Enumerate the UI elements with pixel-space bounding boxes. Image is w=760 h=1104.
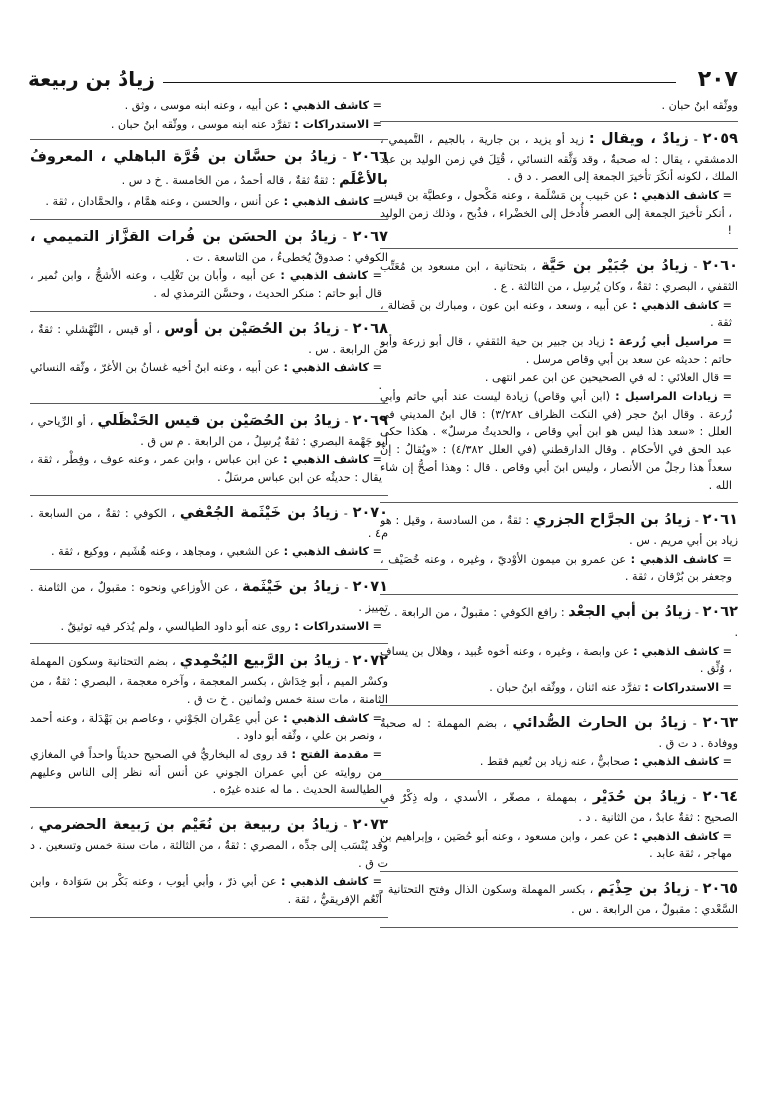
dash: -: [338, 506, 353, 520]
note-line: [30, 193, 388, 211]
dash: -: [336, 230, 353, 244]
note-label: كاشف الذهبي :: [283, 545, 370, 559]
entry-head: [380, 128, 738, 186]
note-line: [30, 97, 388, 115]
note-line: [30, 543, 388, 561]
note-line: [380, 297, 738, 332]
note-label: زيادات المراسيل :: [615, 390, 718, 404]
entry-text: : ثقةٌ ثقةٌ ، قاله أحمدُ ، من الخامسة . خ د س .: [121, 174, 336, 188]
dash: -: [340, 414, 353, 428]
right-column: [380, 97, 738, 1084]
entry-number: ٢٠٧١: [352, 579, 388, 596]
entry-text: ، بضم التحتانية وسكون المهملة وكسْر الميم ، أبو خِدَاش ، بكسر المعجمة ، وآخره معجمة ، البصري : ثقةٌ ، من الثامنة ، مات سنة خمس وثمانين . خ ت ق .: [30, 655, 388, 706]
entry-name: زيادُ بن خَيْثَمة الجُعْفي: [179, 504, 339, 521]
entry-name: زيادٌ ، ويقال :: [588, 130, 689, 147]
note-text: عن عمر ، وابن مسعود ، وعنه أبو حُصَين ، وإبراهيم بن مهاجر ، ثقة عابد .: [380, 829, 732, 861]
biography-entry: [380, 712, 738, 771]
note-line: [30, 116, 388, 134]
entry-divider: [30, 139, 388, 140]
entry-name: زيادُ بن الحسَن بن فُرات القزَّاز التميمي ،: [30, 228, 337, 245]
dash: -: [689, 883, 703, 897]
entry-name: زيادُ بن الحُصَيْن بن قيس الحَنْظَلي: [97, 412, 341, 429]
note-label: الاستدراكات :: [294, 117, 370, 131]
entry-head: [30, 814, 388, 872]
dash: -: [688, 132, 703, 146]
note-text: عن ابن عباس ، وابن عمر ، وعنه عوف ، وفِطْر ، ثقة ، يقال : حديثُه عن ابن عباس مرسَلٌ .: [30, 453, 382, 485]
note-text: عن عمرو بن ميمون الأوْديّ ، وغيره ، وعنه خُصَيْف ، وجعفر بن بُرْقان ، ثقة .: [380, 552, 732, 584]
biography-entry: [30, 226, 388, 303]
dash: -: [686, 716, 703, 730]
entry-head: [380, 601, 738, 642]
entry-number: ٢٠٦٥: [702, 881, 738, 898]
note-line: [380, 753, 738, 771]
note-text: عن أبي عِمْران الجَوْني ، وعاصم بن بَهْدَلة ، وعنه أحمد ، ونصر بن علي ، وثّقه أبو داود .: [30, 711, 382, 743]
entry-divider: [30, 219, 388, 220]
note-label: كاشف الذهبي :: [633, 755, 720, 769]
entry-name: زيادُ بن الجرَّاح الجزري: [532, 512, 691, 529]
note-bullet: =: [369, 619, 382, 633]
note-bullet: =: [719, 681, 732, 695]
biography-entry: [30, 318, 388, 395]
biography-entry: [30, 502, 388, 561]
dash: -: [690, 514, 703, 528]
note-text: عن الشعبي ، ومجاهد ، وعنه هُشَيم ، ووكيع ، ثقة .: [50, 545, 281, 559]
entry-divider: [30, 917, 388, 918]
note-bullet: =: [718, 552, 732, 566]
note-line: [380, 551, 738, 586]
entry-number: ٢٠٦١: [702, 512, 738, 529]
entry-divider: [30, 311, 388, 312]
note-label: كاشف الذهبي :: [632, 298, 719, 312]
biography-entry: [30, 576, 388, 635]
entry-number: ٢٠٥٩: [702, 130, 738, 147]
note-text: عن أبيه ، وعنه ابنُ أخيه غسانُ بن الأغرّ ، وثّقه النسائي .: [30, 361, 382, 393]
note-label: كاشف الذهبي :: [280, 269, 368, 283]
entry-text: : رافع الكوفي : مقبولٌ ، من الرابعة . ت .: [380, 606, 738, 640]
dash: -: [691, 606, 703, 620]
entry-head: [380, 712, 738, 753]
entry-name: زيادُ بن جُبَيْر بن حَيَّة: [541, 258, 689, 275]
note-label: مراسيل أبي زُرعة :: [609, 335, 719, 348]
note-text: عن حَبيب بن مَسْلَمة ، وعنه مَكْحول ، وعطيَّة بن قيس ، أنكر تأخيرَ الجمعة إلى العصر فأُدخل إلى الخضْراء ، فذُبح ، وذلك زمن الوليد !: [380, 188, 732, 238]
entry-number: ٢٠٦٧: [352, 228, 388, 245]
note-bullet: =: [368, 711, 383, 725]
entry-divider: [380, 502, 738, 503]
note-bullet: =: [369, 361, 383, 375]
entry-number: ٢٠٧٠: [352, 504, 388, 521]
dash: -: [336, 151, 353, 165]
entry-text: ، أو قيس ، النَّهْشلي : ثقةٌ ، من الرابعة . س .: [30, 322, 388, 356]
entry-number: ٢٠٦٩: [352, 412, 388, 429]
entry-head: [30, 410, 388, 451]
entry-number: ٢٠٦٠: [702, 258, 738, 275]
entry-head: [30, 146, 388, 192]
note-text: قد روى له البخاريُّ في الصحيح حديثاً واحداً في المغازي من روايته عن أبي عمران الجوني عن أنس أنه نظر إلى الناس وعليهم الطيالسة الحديث . ما له عنده غيرُه .: [30, 748, 382, 797]
continuation-text: ووثّقه ابنُ حبان .: [661, 99, 738, 112]
note-bullet: =: [718, 298, 733, 312]
entry-text: : ثقةٌ ، من السادسة ، وقيل : هو زياد بن أبي مريم . س .: [380, 514, 738, 548]
note-bullet: =: [717, 390, 732, 404]
note-text: عن أبيه ، وعنه ابنه موسى ، وثق .: [124, 99, 281, 112]
biography-entry: [380, 128, 738, 240]
entry-text: زيد أو يزيد ، بن جارية ، بالجيم ، التَّميمي ، الدمشقي ، يقال : له صحبةٌ ، وقد وَثَّقه النسائي ، قُتِلَ في زمن الوليد بن عبد الملك ، لكونه أنكَرَ تأخيرَ الجمعة إلى العصر . د ق .: [380, 132, 738, 184]
biography-entry: [380, 786, 738, 863]
note-text: عن أبيه ، وأبان بن تَغْلِب ، وعنه الأشجُّ ، وابن نُمير ، قال أبو حاتم : منكر الحديث ، وحسَّن الترمذي له .: [30, 269, 382, 301]
entry-text: ، بضم المهملة : له صحبةٌ ووفادة . د ت ق .: [380, 716, 738, 750]
note-bullet: =: [368, 453, 382, 467]
entry-number: ٢٠٧٣: [352, 817, 388, 834]
note-bullet: =: [718, 829, 732, 843]
biography-entry: [380, 601, 738, 697]
note-bullet: =: [368, 748, 383, 761]
dash: -: [686, 791, 703, 805]
dash: -: [340, 655, 353, 669]
entry-divider: [380, 705, 738, 706]
entry-head: [380, 878, 738, 919]
note-label: كاشف الذهبي :: [283, 99, 370, 112]
entry-divider: [380, 248, 738, 249]
entry-number: ٢٠٧٢: [352, 653, 388, 670]
entry-head: [30, 226, 388, 267]
note-label: كاشف الذهبي :: [630, 552, 719, 566]
entry-divider: [380, 121, 738, 122]
dash: -: [339, 581, 353, 595]
page-number: ٢٠٧: [697, 66, 738, 92]
entry-divider: [380, 927, 738, 928]
entry-divider: [380, 779, 738, 780]
note-bullet: =: [719, 371, 732, 385]
note-label: كاشف الذهبي :: [283, 453, 369, 467]
entry-divider: [380, 594, 738, 595]
page-header: [28, 62, 738, 96]
note-line: [380, 643, 738, 678]
entry-divider: [30, 403, 388, 404]
entry-text: ، عن الأوزاعي ونحوه : مقبولٌ ، من الثامنة . تمييز .: [30, 581, 388, 614]
entry-head: [30, 650, 388, 708]
note-line: [380, 187, 738, 240]
left-column: [30, 97, 388, 1084]
entry-text: ، أو الرِّياحي ، أبو جَهْمة البصري : ثقةٌ يُرسِلُ ، من الرابعة . م س ق .: [30, 414, 388, 448]
note-label: كاشف الذهبي :: [632, 188, 719, 202]
note-bullet: =: [368, 269, 383, 283]
entry-number: ٢٠٦٣: [702, 714, 738, 731]
entry-head: [30, 502, 388, 543]
entry-head: [380, 509, 738, 550]
note-label: كاشف الذهبي :: [283, 361, 370, 375]
note-line: [380, 828, 738, 863]
note-line: [30, 618, 388, 636]
note-text: (ابن أبي وقاص) زيادة ليست عند أبي حاتم وأبي زُرعة . وقال ابنُ حجر (في النكت الظراف ٣/٢٨٢) : قال ابنُ المديني في العلل : «سعد هذا ليس هو ابن أبي وقاص ، والحديثُ مرسلٌ» . هكذا حكى عبد الحق في الأحكام . وقال الدارقطني (في العلل ٤/٣٨٢) : «ويُقالُ : إنَّ سعداً هذا رجلٌ من الأنصار ، وليس ابنَ أبي وقاص . قال : وهذا أصحُّ إن شاء الله .: [380, 390, 732, 492]
entry-number: ٢٠٦٢: [702, 604, 738, 621]
entry-head: [30, 318, 388, 359]
note-label: كاشف الذهبي :: [283, 195, 370, 209]
entry-divider: [30, 569, 388, 570]
entry-name: زيادُ بن خَيْثَمة: [242, 579, 340, 596]
note-text: عن أبيه ، وسعد ، وعنه ابن عون ، ومبارك بن فَضالة ، ثقة .: [380, 298, 732, 330]
entry-name: زيادُ بن أبي الجعْد: [568, 604, 692, 621]
note-line: [380, 333, 738, 368]
note-bullet: =: [369, 117, 382, 131]
entry-divider: [380, 871, 738, 872]
note-line: [380, 679, 738, 697]
header-rule: [163, 82, 676, 83]
note-bullet: =: [718, 188, 733, 202]
note-text: تفرَّد عنه اثنان ، ووثّقه ابنُ حبان .: [489, 681, 641, 695]
note-text: زياد بن جبير بن حية الثقفي ، قال أبو زرعة وأبو حاتم : حديثه عن سعد بن أبي وقاص مرسل .: [380, 335, 732, 366]
note-label: الاستدراكات :: [294, 619, 370, 633]
entry-number: ٢٠٦٦: [352, 149, 388, 166]
note-bullet: =: [369, 99, 382, 112]
note-text: عن أنس ، والحسن ، وعنه همَّام ، والحمَّادان ، ثقة .: [45, 195, 281, 209]
entry-name: زيادُ بن حُدَيْر: [592, 789, 687, 806]
biography-entry: [30, 410, 388, 487]
biography-entry: [380, 878, 738, 919]
entry-head: [30, 576, 388, 617]
biography-entry: [380, 509, 738, 586]
note-label: مقدمة الفتح :: [291, 748, 369, 761]
entry-divider: [30, 807, 388, 808]
entry-name: زيادُ بن الحُصَيْن بن أوس: [164, 320, 340, 337]
entry-text: ، الكوفي : ثقةٌ ، من السابعة . م٤ .: [30, 506, 388, 540]
note-line: [380, 388, 738, 494]
dash: -: [688, 260, 703, 274]
entry-name: زيادُ بن حسَّان بن قُرَّة الباهلي ، المعروفُ بالأعْلَم: [30, 149, 388, 189]
biography-entry: [30, 814, 388, 909]
note-text: روى عنه أبو داود الطيالسي ، ولم يُذكر فيه توثيقٌ .: [60, 619, 291, 633]
entry-name: زيادُ بن الرَّبيع اليُحْمِدي: [179, 653, 341, 670]
note-bullet: =: [369, 195, 382, 209]
note-line: [30, 746, 388, 799]
note-bullet: =: [369, 545, 382, 559]
entry-text: ، بمهملة ، مصغّر ، الأسدي ، وله ذِكْرٌ في الصحيح : ثقةٌ عابدٌ ، من الثانية . د .: [380, 791, 738, 824]
note-bullet: =: [368, 875, 383, 889]
note-line: [30, 710, 388, 745]
note-label: الاستدراكات :: [644, 681, 720, 695]
dash: -: [338, 819, 353, 833]
entry-number: ٢٠٦٨: [352, 320, 388, 337]
note-line: [380, 369, 738, 387]
entry-text: ، بكسر المهملة وسكون الذال وفتح التحتانية ، السَّعْدي : مقبولٌ ، من الرابعة . س .: [380, 883, 738, 916]
note-label: كاشف الذهبي :: [633, 829, 719, 843]
note-line: [30, 451, 388, 486]
continuation-notes: [30, 97, 388, 133]
note-line: [30, 359, 388, 394]
note-bullet: =: [718, 644, 732, 658]
note-text: عن أبي ذرّ ، وأبي أيوب ، وعنه بَكْر بن سَوَادة ، وابن أَنْعُم الإفريقيُّ ، ثقة .: [30, 875, 382, 907]
note-label: كاشف الذهبي :: [283, 711, 369, 725]
entry-text: ، بتحتانية ، ابن مسعود بن مُعَتِّب الثقفي ، البصري : ثقةٌ ، وكان يُرسِل ، من الثالثة . ع .: [380, 260, 738, 293]
note-text: عن وابصة ، وغيره ، وعنه أخوه عُبيد ، وهلال بن يساف ، وُثِّق .: [380, 644, 732, 676]
biography-entry: [380, 255, 738, 494]
entry-number: ٢٠٦٤: [702, 789, 738, 806]
note-label: كاشف الذهبي :: [280, 875, 369, 889]
entry-text: الكوفي : صدوقٌ يُخطىءُ ، من التاسعة . ت .: [185, 250, 388, 264]
note-bullet: =: [719, 755, 732, 769]
entry-head: [380, 786, 738, 827]
entry-divider: [30, 495, 388, 496]
note-bullet: =: [718, 335, 732, 348]
entry-name: زيادُ بن حِذْيَم: [597, 881, 690, 898]
note-text: صحابيٌّ ، عنه زياد بن نُعيم فقط .: [479, 755, 631, 769]
running-title: زيادُ بن ربيعة: [28, 67, 155, 91]
dash: -: [339, 322, 353, 336]
note-text: تفرَّد عنه ابنه موسى ، ووثّقه ابنُ حبان .: [110, 117, 291, 131]
note-line: [30, 267, 388, 302]
biography-entry: [30, 146, 388, 211]
note-line: [30, 873, 388, 908]
entry-head: [380, 255, 738, 296]
entry-divider: [30, 643, 388, 644]
entry-text: ، وقد يُنْسَب إلى جدِّه ، المصري : ثقةٌ ، من الثالثة ، مات سنة خمس وتسعين . د ت ق .: [30, 819, 388, 870]
entry-name: زيادُ بن الحارث الصُّدائي: [512, 714, 687, 731]
note-label: كاشف الذهبي :: [633, 644, 719, 658]
note-text: قال العلائي : له في الصحيحين عن ابن عمر انتهى .: [484, 371, 720, 385]
entry-name: زيادُ بن ربيعة بن نُعَيْم بن رَبيعة الحضرمي: [38, 817, 339, 834]
biography-entry: [30, 650, 388, 799]
